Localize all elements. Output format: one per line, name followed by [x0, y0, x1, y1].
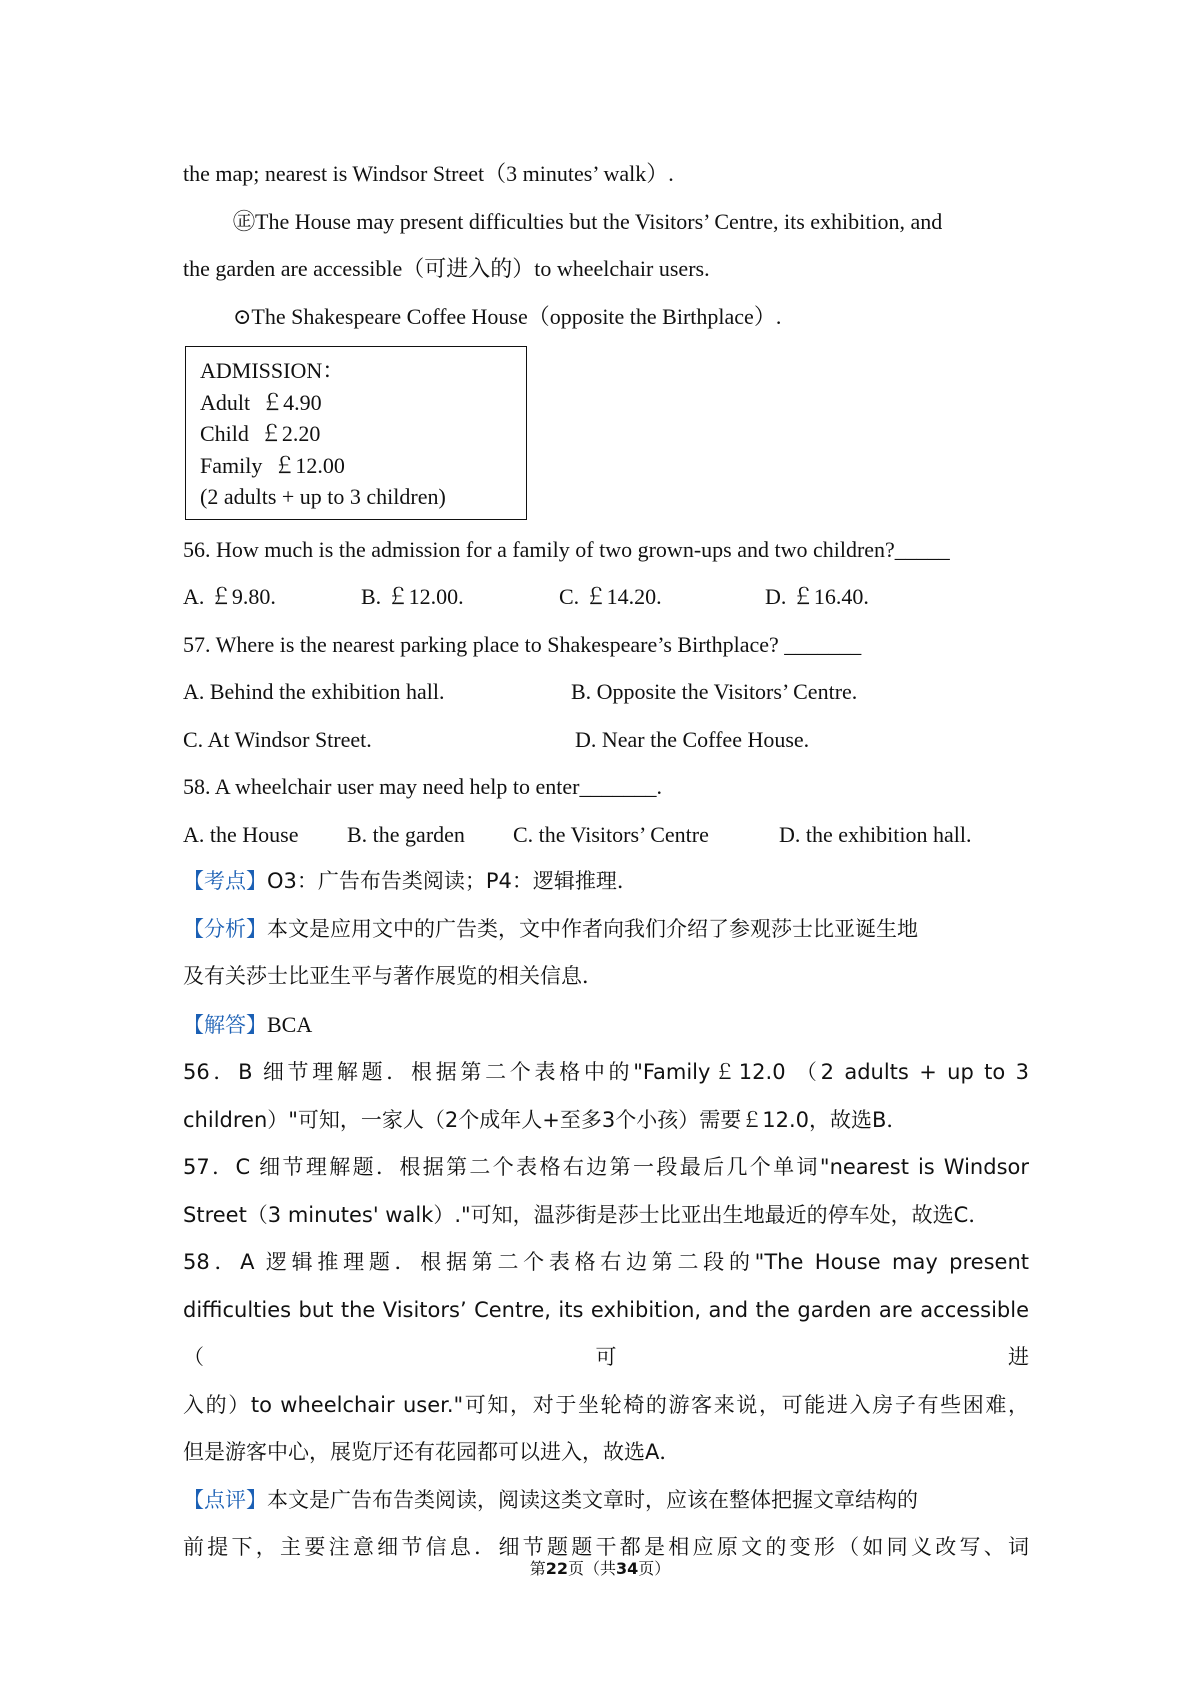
answer-57-line: 57．C 细节理解题．根据第二个表格右边第一段最后几个单词"nearest is Windsor	[183, 1155, 1029, 1179]
jieda-text: BCA	[267, 1011, 313, 1037]
admission-adult: Adult ￡4.90	[200, 389, 322, 415]
answer-56-line: 56．B 细节理解题．根据第二个表格中的"Family￡12.0 （2 adults + up to 3	[183, 1060, 1029, 1084]
answer-56-line: children）"可知，一家人（2个成年人+至多3个小孩）需要￡12.0，故选B．	[183, 1107, 908, 1132]
footer-suffix: 页）	[638, 1559, 671, 1578]
question-57-options	[183, 716, 1029, 764]
dianping-text: 本文是广告布告类阅读，阅读这类文章时，应该在整体把握文章结构的	[267, 1487, 918, 1512]
passage-line: the map; nearest is Windsor Street（3 minutes’ walk）.	[183, 161, 674, 186]
fenxi-text: 本文是应用文中的广告类，文中作者向我们介绍了参观莎士比亚诞生地	[267, 916, 918, 941]
dianping-line: 前提下，主要注意细节信息．细节题题干都是相应原文的变形（如同义改写、词	[183, 1535, 1029, 1559]
admission-child: Child ￡2.20	[200, 421, 321, 446]
page-content	[183, 150, 1029, 1572]
question-58-options	[183, 811, 1029, 859]
admission-family: Family ￡12.00	[200, 452, 345, 478]
option-d: D. the exhibition hall.	[779, 821, 972, 847]
question-58-stem: 58. A wheelchair user may need help to enter_______.	[183, 774, 662, 799]
question-56-stem: 56. How much is the admission for a family of two grown-ups and two children?_____	[183, 536, 950, 562]
admission-title: ADMISSION：	[200, 358, 345, 383]
answer-58-line: 58．A 逻辑推理题．根据第二个表格右边第二段的"The House may present	[183, 1250, 1029, 1274]
question-56-options	[183, 573, 1029, 621]
dianping-tag: 【点评】	[183, 1487, 267, 1512]
option-c: C. ￡14.20.	[559, 584, 662, 609]
option-c: C. At Windsor Street.	[183, 726, 372, 752]
option-a: A. the House	[183, 821, 299, 847]
fenxi-line: 及有关莎士比亚生平与著作展览的相关信息．	[183, 964, 603, 988]
question-57-stem: 57. Where is the nearest parking place to Shakespeare’s Birthplace? _______	[183, 631, 862, 657]
passage-line: the garden are accessible（可进入的）to wheelchair users.	[183, 256, 710, 281]
kaodian-line	[183, 858, 1029, 906]
fenxi-line	[183, 906, 1029, 954]
option-b: B. Opposite the Visitors’ Centre.	[571, 679, 858, 704]
passage-line: ㊣The House may present difficulties but the Visitors’ Centre, its exhibition, and	[233, 208, 943, 234]
footer-prefix: 第	[529, 1559, 546, 1578]
passage-line: ⊙The Shakespeare Coffee House（opposite the Birthplace）.	[233, 303, 782, 329]
footer-page-number: 22	[545, 1559, 568, 1578]
answer-58-line: 但是游客中心，展览厅还有花园都可以进入，故选A．	[183, 1440, 681, 1464]
footer-total-pages: 34	[616, 1559, 639, 1578]
admission-box	[185, 346, 527, 520]
answer-58-line: 入的）to wheelchair user."可知，对于坐轮椅的游客来说，可能进入房子有些困难，	[183, 1392, 1029, 1417]
question-57-options	[183, 668, 1029, 716]
fenxi-tag: 【分析】	[183, 916, 267, 941]
answer-57-line: Street（3 minutes' walk）."可知，温莎街是莎士比亚出生地最近的停车处，故选C．	[183, 1202, 990, 1227]
option-a: A. Behind the exhibition hall.	[183, 679, 445, 704]
page-footer	[0, 1556, 1200, 1579]
option-a: A. ￡9.80.	[183, 584, 276, 609]
option-b: B. the garden	[347, 821, 465, 847]
jieda-tag: 【解答】	[183, 1012, 267, 1037]
option-d: D. Near the Coffee House.	[575, 726, 810, 752]
jieda-line	[183, 1001, 1029, 1050]
dianping-line	[183, 1477, 1029, 1525]
option-b: B. ￡12.00.	[361, 584, 464, 609]
kaodian-text: O3：广告布告类阅读；P4：逻辑推理．	[267, 869, 638, 893]
option-c: C. the Visitors’ Centre	[513, 821, 709, 847]
answer-58-line: difficulties but the Visitors’ Centre, its exhibition, and the garden are accessible（可进	[183, 1297, 1029, 1369]
footer-middle: 页（共	[567, 1559, 616, 1578]
kaodian-tag: 【考点】	[183, 869, 267, 893]
option-d: D. ￡16.40.	[765, 584, 869, 609]
admission-note: (2 adults + up to 3 children)	[200, 484, 446, 509]
